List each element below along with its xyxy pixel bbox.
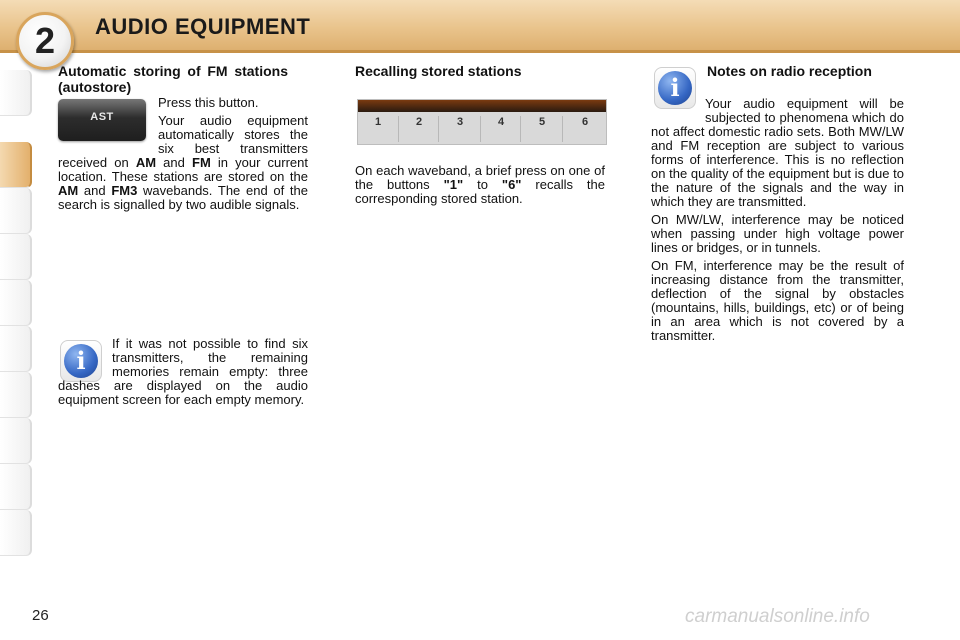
chapter-tab-6[interactable] [0,326,32,372]
chapter-tab-5[interactable] [0,280,32,326]
autostore-heading: Automatic storing of FM stations (autostore) [58,63,288,95]
info-icon: i [60,340,102,382]
chapter-tab-9[interactable] [0,464,32,510]
empty-memory-note-block [58,337,308,407]
page-title: AUDIO EQUIPMENT [95,14,311,39]
preset-button-1: 1 [374,116,382,128]
chapter-tab-7[interactable] [0,372,32,418]
reception-note-2: On MW/LW, interference may be noticed when passing under high voltage power lines or bridges, or in tunnels. [651,212,904,255]
recall-description-block [355,164,605,206]
preset-buttons-image [357,99,607,145]
watermark: carmanualsonline.info [685,606,870,627]
chapter-tab-2[interactable] [0,142,32,188]
autostore-press-text: Press this button. [158,95,259,110]
reception-note-1: Your audio equipment will be subjected to phenomena which do not affect domestic radio sets. Both MW/LW and FM reception are subject to various forms of interference. This is no reflection on the quality of the equipment but is due to the nature of the signals and the way in which they are transmitted. [651,96,904,209]
text-wrap-spacer [58,114,158,156]
preset-button-2: 2 [398,116,439,142]
reception-note-3: On FM, interference may be the result of increasing distance from the transmitter, deflection of the signal by obstacles (mountains, hills, buildings, etc) or of being in an area which is not covered by a transmitter. [651,258,904,343]
autostore-press-text-block [158,96,308,110]
reception-heading: Notes on radio reception [707,63,872,79]
chapter-tab-8[interactable] [0,418,32,464]
ast-button-label: AST [90,111,114,123]
page-number: 26 [32,607,49,624]
chapter-tab-4[interactable] [0,234,32,280]
autostore-description: Your audio equipment automatically stores the six best transmitters received on AM and FM in your current location. These stations are stored on the AM and FM3 wavebands. The end of the search is signalled by two audible signals. [58,113,309,212]
preset-button-3: 3 [438,116,481,142]
chapter-tab-10[interactable] [0,510,32,556]
header-divider [0,50,960,53]
preset-button-5: 5 [520,116,563,142]
chapter-tab-3[interactable] [0,188,32,234]
reception-notes-block [651,97,904,343]
preset-button-6: 6 [562,116,607,142]
recall-heading: Recalling stored stations [355,63,522,79]
preset-button-4: 4 [480,116,521,142]
autostore-description-block [58,114,308,212]
empty-memory-note: If it was not possible to find six transmitters, the remaining memories remain empty: three dashes are displayed on the audio equipment screen for each empty memory. [58,336,308,407]
chapter-tab-1[interactable] [0,70,32,116]
chapter-number-badge: 2 [16,12,74,70]
strip-top-band [358,100,606,112]
info-icon: i [654,67,696,109]
autostore-heading-block [58,63,288,95]
recall-heading-block [355,63,605,79]
text-wrap-spacer [58,337,112,379]
text-wrap-spacer [651,97,705,125]
recall-description: On each waveband, a brief press on one of the buttons "1" to "6" recalls the corresponding stored station. [355,163,605,206]
reception-heading-block [707,63,887,79]
chapter-tabs [0,70,32,575]
